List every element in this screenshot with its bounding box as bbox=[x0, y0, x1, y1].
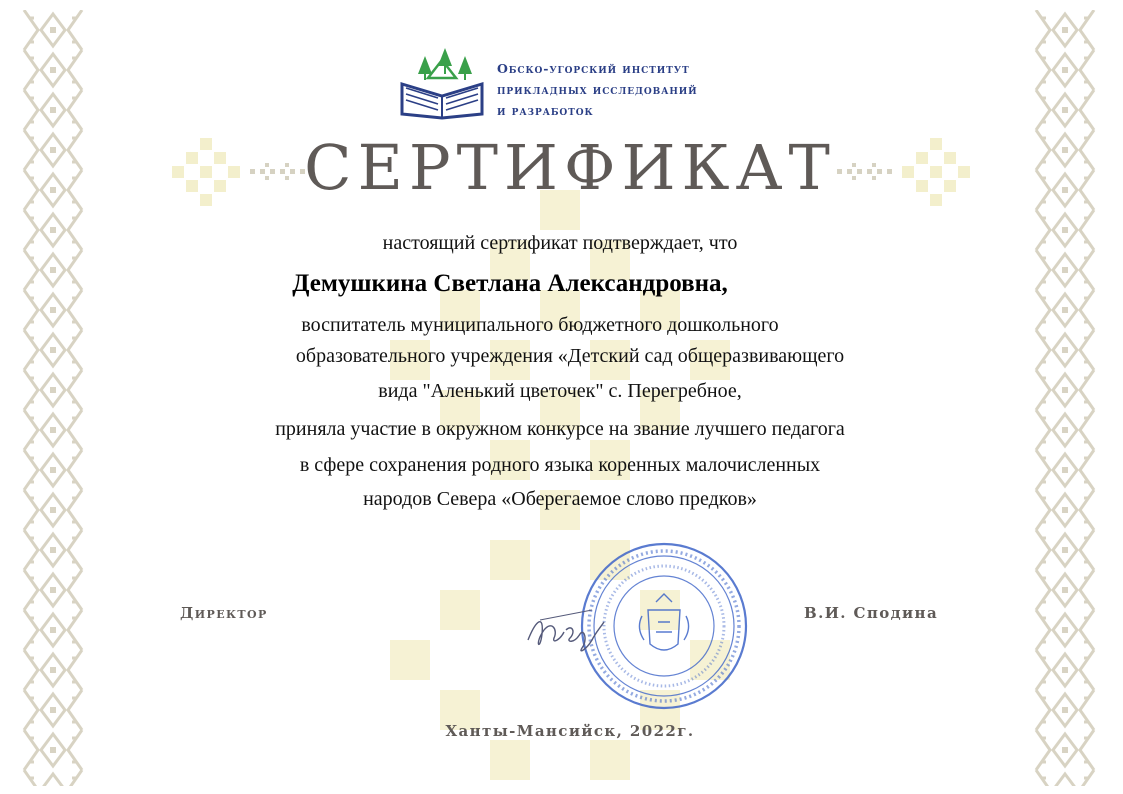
director-name: В.И. Сподина bbox=[804, 604, 939, 622]
body-line-6: народов Севера «Оберегаемое слово предков» bbox=[363, 488, 757, 510]
certificate-title: СЕРТИФИКАТ bbox=[304, 131, 836, 204]
body-line-5: в сфере сохранения родного языка коренных малочисленных bbox=[299, 454, 821, 476]
body-line-2: образовательного учреждения «Детский сад общеразвивающего bbox=[295, 345, 845, 367]
institute-line-3: и разработок bbox=[497, 103, 594, 118]
body-line-3: вида "Аленький цветочек" с. Перегребное, bbox=[378, 380, 742, 402]
institute-line-2: прикладных исследований bbox=[497, 82, 698, 97]
body-line-4: приняла участие в окружном конкурсе на звание лучшего педагога bbox=[275, 418, 845, 440]
certificate-intro: настоящий сертификат подтверждает, что bbox=[382, 232, 738, 254]
director-title: Директор bbox=[180, 604, 268, 622]
institute-line-1: Обско-угорский институт bbox=[497, 61, 690, 76]
left-ornament-border bbox=[20, 10, 86, 786]
title-ornament-right bbox=[832, 134, 972, 210]
director-signature bbox=[522, 600, 612, 664]
title-ornament-left bbox=[170, 134, 310, 210]
recipient-name: Демушкина Светлана Александровна, bbox=[292, 270, 728, 297]
institute-logo bbox=[398, 44, 486, 120]
body-line-1: воспитатель муниципального бюджетного дошкольного bbox=[301, 314, 779, 336]
right-ornament-border bbox=[1032, 10, 1098, 786]
institute-name bbox=[497, 58, 797, 121]
place-and-year: Ханты-Мансийск, 2022г. bbox=[445, 722, 695, 740]
